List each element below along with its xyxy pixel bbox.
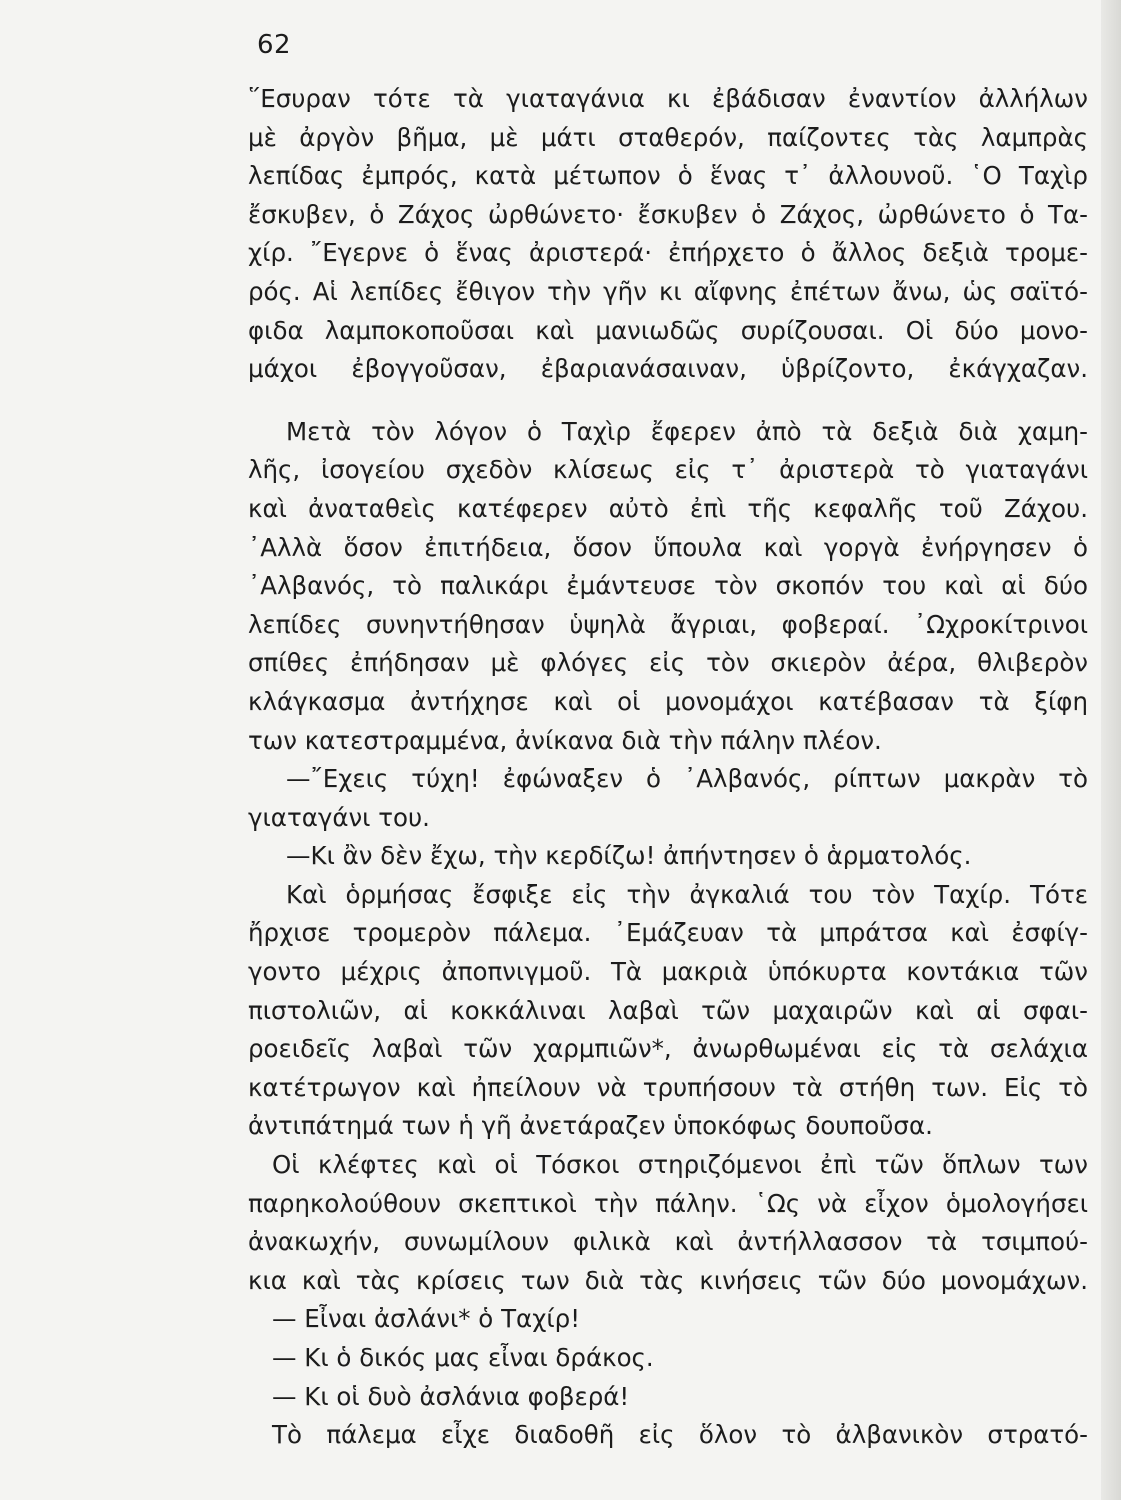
text-line: —Κι ἂν δὲν ἔχω, τὴν κερδίζω! ἀπήντησεν ὁ ἁρματολός. [286,841,972,871]
text-line: κατέτρωγον καὶ ἠπείλουν νὰ τρυπήσουν τὰ στήθη των. Εἰς τὸ [248,1072,1088,1102]
page-edge-shadow [1101,0,1121,1500]
text-line: μάχοι ἐβογγοῦσαν, ἐβαριανάσαιναν, ὑβρίζοντο, ἐκάγχαζαν. [248,354,1088,384]
text-line: πιστολιῶν, αἱ κοκκάλιναι λαβαὶ τῶν μαχαιρῶν καὶ αἱ σφαι- [248,995,1088,1025]
text-line: Καὶ ὁρμήσας ἔσφιξε εἰς τὴν ἀγκαλιά του τὸν Ταχίρ. Τότε [286,879,1088,909]
text-line: γιαταγάνι του. [248,802,430,832]
text-line: γοντο μέχρις ἀποπνιγμοῦ. Τὰ μακριὰ ὑπόκυρτα κοντάκια τῶν [248,957,1088,987]
paragraph [248,80,1088,389]
text-line: ᾿Αλλὰ ὅσον ἐπιτήδεια, ὅσον ὕπουλα καὶ γοργὰ ἐνήργησεν ὁ [248,532,1088,562]
page-number: 62 [257,30,292,60]
paragraph [248,1378,1088,1417]
text-line: Οἱ κλέφτες καὶ οἱ Τόσκοι στηριζόμενοι ἐπὶ τῶν ὅπλων των [272,1150,1088,1180]
text-line: ρός. Αἱ λεπίδες ἔθιγον τὴν γῆν κι αἴφνης ἐπέτων ἄνω, ὡς σαϊτό- [248,276,1088,306]
paragraph [248,876,1088,1146]
paragraph [248,1146,1088,1300]
text-line: λῆς, ἰσογείου σχεδὸν κλίσεως εἰς τ᾿ ἀριστερὰ τὸ γιαταγάνι [248,455,1088,485]
text-line: ροειδεῖς λαβαὶ τῶν χαρμπιῶν*, ἀνωρθωμέναι εἰς τὰ σελάχια [248,1034,1088,1064]
text-line: μὲ ἀργὸν βῆμα, μὲ μάτι σταθερόν, παίζοντες τὰς λαμπρὰς [248,122,1088,152]
text-line: φιδα λαμποκοποῦσαι καὶ μανιωδῶς συρίζουσαι. Οἱ δύο μονο- [248,315,1088,345]
text-line: Μετὰ τὸν λόγον ὁ Ταχὶρ ἔφερεν ἀπὸ τὰ δεξιὰ διὰ χαμη- [286,416,1088,446]
text-line: — Εἶναι ἀσλάνι* ὁ Ταχίρ! [272,1304,581,1334]
text-line: Τὸ πάλεμα εἶχε διαδοθῆ εἰς ὅλον τὸ ἀλβανικὸν στρατό- [272,1420,1088,1450]
paragraph [248,1416,1088,1455]
paragraph [248,1300,1088,1339]
paragraph [248,1339,1088,1378]
body-text [248,80,1088,1455]
text-line: κια καὶ τὰς κρίσεις των διὰ τὰς κινήσεις τῶν δύο μονομάχων. [248,1265,1088,1295]
text-line: — Κι οἱ δυὸ ἀσλάνια φοβερά! [272,1381,630,1411]
text-line: κλάγκασμα ἀντήχησε καὶ οἱ μονομάχοι κατέβασαν τὰ ξίφη [248,686,1088,716]
text-line: — Κι ὁ δικός μας εἶναι δράκος. [272,1343,654,1372]
text-line: σπίθες ἐπήδησαν μὲ φλόγες εἰς τὸν σκιερὸν ἀέρα, θλιβερὸν [248,648,1088,678]
text-line: —῎Εχεις τύχη! ἐφώναξεν ὁ ᾿Αλβανός, ρίπτων μακρὰν τὸ [286,764,1088,794]
text-line: ἀντιπάτημά των ἡ γῆ ἀνετάραζεν ὑποκόφως δουποῦσα. [248,1111,933,1141]
text-line: λεπίδες συνηντήθησαν ὑψηλὰ ἄγριαι, φοβεραί. ᾿Ωχροκίτρινοι [248,609,1088,639]
text-line: ῞Εσυραν τότε τὰ γιαταγάνια κι ἐβάδισαν ἐναντίον ἀλλήλων [248,84,1088,113]
text-line: λεπίδας ἐμπρός, κατὰ μέτωπον ὁ ἕνας τ᾿ ἀλλουνοῦ. ῾Ο Ταχὶρ [248,161,1088,191]
paragraph [248,413,1088,760]
text-line: ἔσκυβεν, ὁ Ζάχος ὠρθώνετο· ἔσκυβεν ὁ Ζάχος, ὠρθώνετο ὁ Τα- [248,199,1088,229]
paragraph [248,760,1088,837]
text-line: καὶ ἀναταθεὶς κατέφερεν αὐτὸ ἐπὶ τῆς κεφαλῆς τοῦ Ζάχου. [248,493,1088,523]
text-line: ἀνακωχήν, συνωμίλουν φιλικὰ καὶ ἀντήλλασσον τὰ τσιμπού- [248,1227,1088,1257]
text-line: παρηκολούθουν σκεπτικοὶ τὴν πάλην. ῾Ως νὰ εἶχον ὁμολογήσει [248,1188,1088,1218]
text-line: χίρ. ῎Εγερνε ὁ ἕνας ἀριστερά· ἐπήρχετο ὁ ἄλλος δεξιὰ τρομε- [248,238,1088,268]
text-line: ἤρχισε τρομερὸν πάλεμα. ᾿Εμάζευαν τὰ μπράτσα καὶ ἐσφίγ- [248,918,1088,948]
paragraph [248,837,1088,876]
text-line: ᾿Αλβανός, τὸ παλικάρι ἐμάντευσε τὸν σκοπόν του καὶ αἱ δύο [248,571,1088,601]
text-line: των κατεστραμμένα, ἀνίκανα διὰ τὴν πάλην πλέον. [248,725,882,755]
